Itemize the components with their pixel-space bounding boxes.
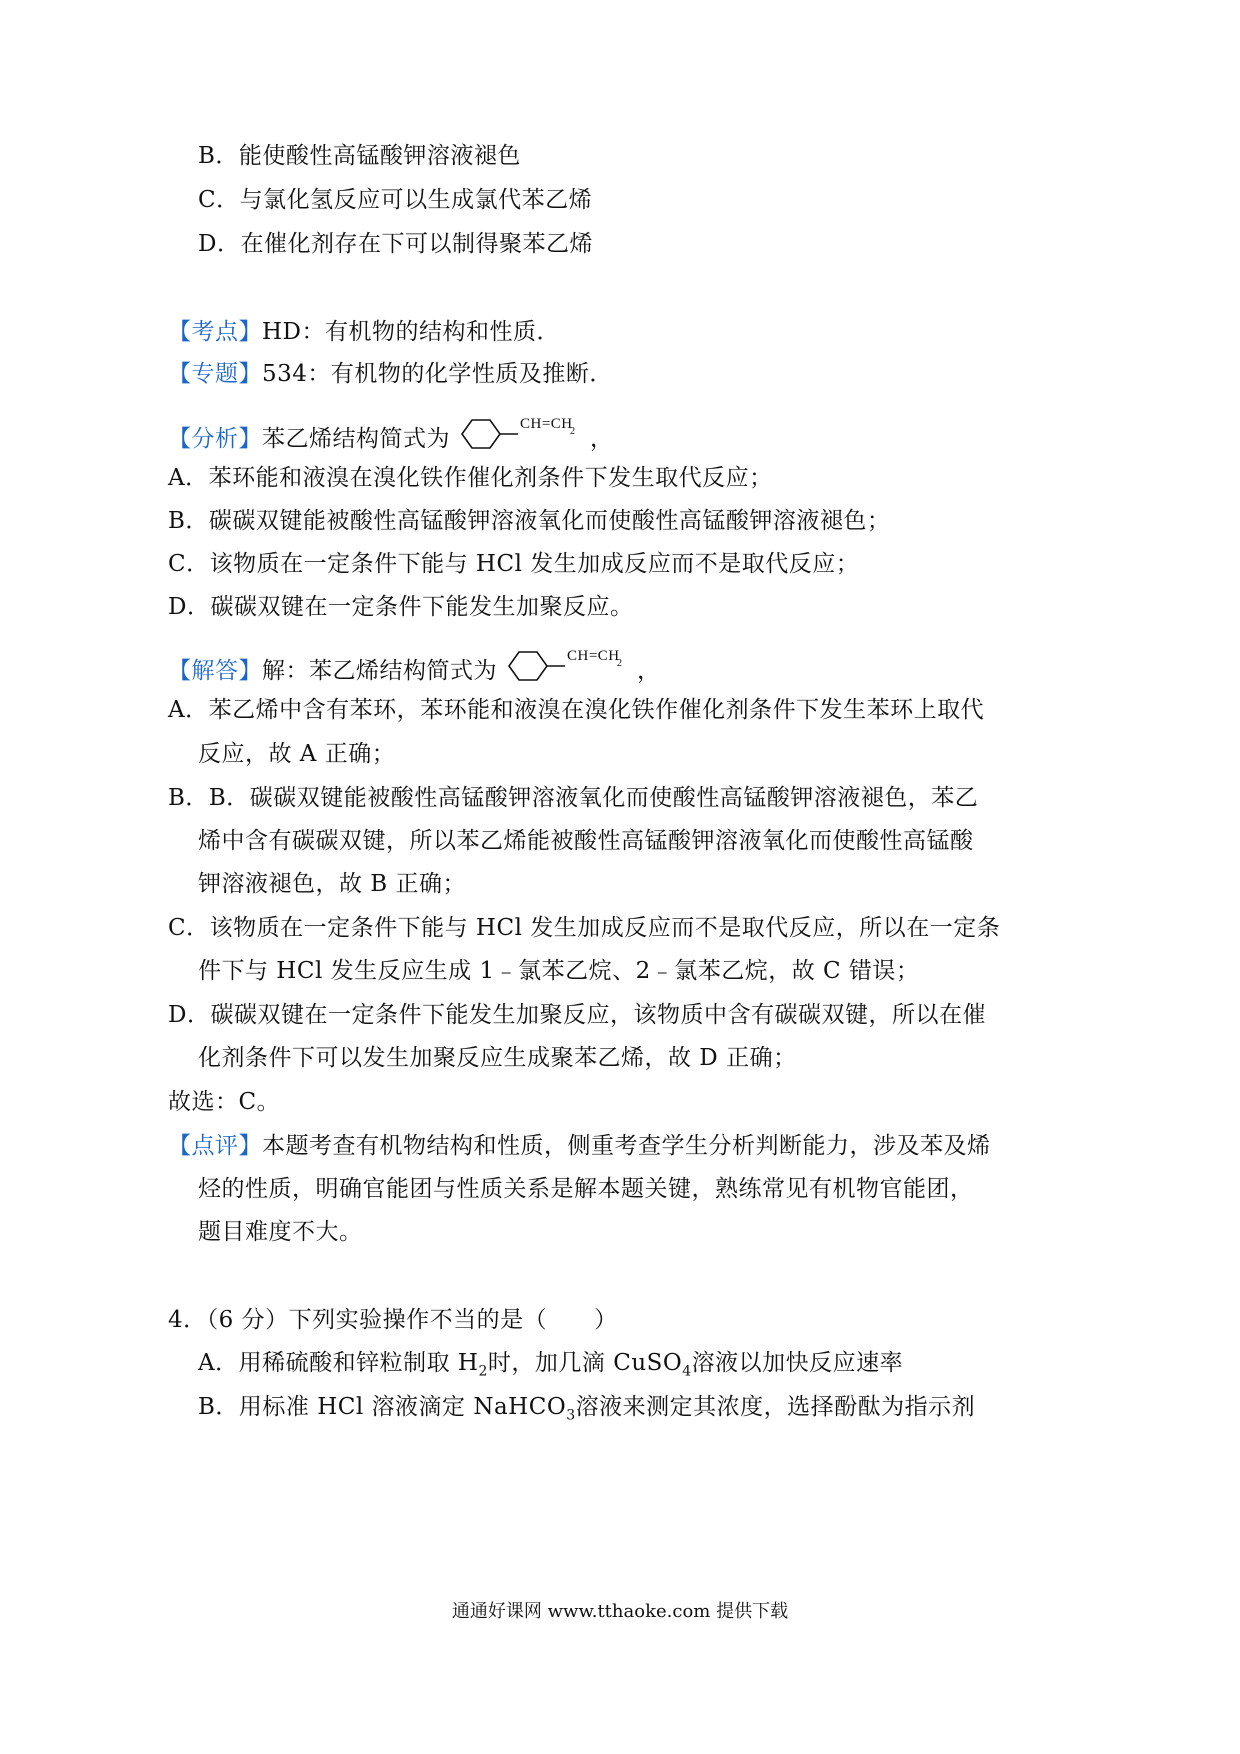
fenxi-tag: 【分析】 (168, 426, 262, 452)
kaodian-line (168, 316, 560, 348)
q4a-sub2: 4 (682, 1363, 692, 1380)
zhuanti-line (168, 358, 613, 390)
formula-text: CH=CH (520, 416, 573, 432)
fenxi-c: C．该物质在一定条件下能与 HCl 发生加成反应而不是取代反应； (168, 551, 860, 577)
jieda-answer: 故选：C。 (168, 1089, 281, 1115)
jieda-intro: 解：苯乙烯结构简式为 (262, 658, 497, 684)
formula-text-2: CH=CH (567, 648, 620, 664)
q4a-mid: 时，加几滴 CuSO (487, 1350, 683, 1376)
kaodian-tag: 【考点】 (168, 319, 262, 345)
q4a-post: 溶液以加快反应速率 (691, 1350, 904, 1376)
jieda-b2: 烯中含有碳碳双键，所以苯乙烯能被酸性高锰酸钾溶液氧化而使酸性高锰酸 (198, 828, 974, 854)
jieda-a1: A．苯乙烯中含有苯环，苯环能和液溴在溴化铁作催化剂条件下发生苯环上取代 (168, 697, 985, 723)
fenxi-line (168, 416, 614, 460)
formula-sub: 2 (570, 426, 576, 437)
zhuanti-tag: 【专题】 (168, 361, 262, 387)
benzene-ring-icon (450, 414, 590, 454)
jieda-c2: 件下与 HCl 发生反应生成 1﹣氯苯乙烷、2﹣氯苯乙烷，故 C 错误； (198, 958, 920, 984)
kaodian-text: HD：有机物的结构和性质． (262, 319, 560, 345)
jieda-b1: B．B．碳碳双键能被酸性高锰酸钾溶液氧化而使酸性高锰酸钾溶液褪色，苯乙 (168, 785, 979, 811)
q4b-sub: 3 (566, 1407, 576, 1424)
jieda-tag: 【解答】 (168, 658, 262, 684)
jieda-line (168, 648, 661, 692)
jieda-a2: 反应，故 A 正确； (198, 741, 396, 767)
dianping-l3: 题目难度不大。 (198, 1219, 363, 1245)
jieda-c1: C．该物质在一定条件下能与 HCl 发生加成反应而不是取代反应，所以在一定条 (168, 915, 1001, 941)
q4a-pre: A．用稀硫酸和锌粒制取 H (198, 1350, 479, 1376)
fenxi-comma: ， (590, 426, 614, 452)
styrene-structure-2 (497, 646, 637, 686)
q4a-sub: 2 (478, 1363, 488, 1380)
fenxi-intro: 苯乙烯结构简式为 (262, 426, 450, 452)
question4-option-a (198, 1347, 903, 1379)
question4-stem: 4．（6 分）下列实验操作不当的是（ ） (168, 1307, 618, 1333)
fenxi-a: A．苯环能和液溴在溴化铁作催化剂条件下发生取代反应； (168, 465, 773, 491)
dianping-l1: 本题考查有机物结构和性质，侧重考查学生分析判断能力，涉及苯及烯 (262, 1133, 991, 1159)
dianping-l2: 烃的性质，明确官能团与性质关系是解本题关键，熟练常见有机物官能团， (198, 1176, 974, 1202)
page-footer: 通通好课网 www.tthaoke.com 提供下载 (451, 1601, 789, 1622)
jieda-d1: D．碳碳双键在一定条件下能发生加聚反应，该物质中含有碳碳双键，所以在催 (168, 1002, 986, 1028)
option-d: D．在催化剂存在下可以制得聚苯乙烯 (198, 231, 593, 257)
jieda-comma: ， (637, 658, 661, 684)
dianping-line (168, 1130, 991, 1162)
jieda-d2: 化剂条件下可以发生加聚反应生成聚苯乙烯，故 D 正确； (198, 1045, 797, 1071)
benzene-ring-icon-2 (497, 646, 637, 686)
fenxi-b: B．碳碳双键能被酸性高锰酸钾溶液氧化而使酸性高锰酸钾溶液褪色； (168, 508, 891, 534)
styrene-structure (450, 414, 590, 454)
fenxi-d: D．碳碳双键在一定条件下能发生加聚反应。 (168, 594, 634, 620)
jieda-b3: 钾溶液褪色，故 B 正确； (198, 871, 467, 897)
option-b: B．能使酸性高锰酸钾溶液褪色 (198, 143, 521, 169)
dianping-tag: 【点评】 (168, 1133, 262, 1159)
option-c: C．与氯化氢反应可以生成氯代苯乙烯 (198, 187, 593, 213)
q4b-pre: B．用标准 HCl 溶液滴定 NaHCO (198, 1394, 567, 1420)
q4b-post: 溶液来测定其浓度，选择酚酞为指示剂 (575, 1394, 976, 1420)
question4-option-b (198, 1391, 975, 1423)
zhuanti-text: 534：有机物的化学性质及推断． (262, 361, 613, 387)
formula-sub-2: 2 (617, 658, 623, 669)
